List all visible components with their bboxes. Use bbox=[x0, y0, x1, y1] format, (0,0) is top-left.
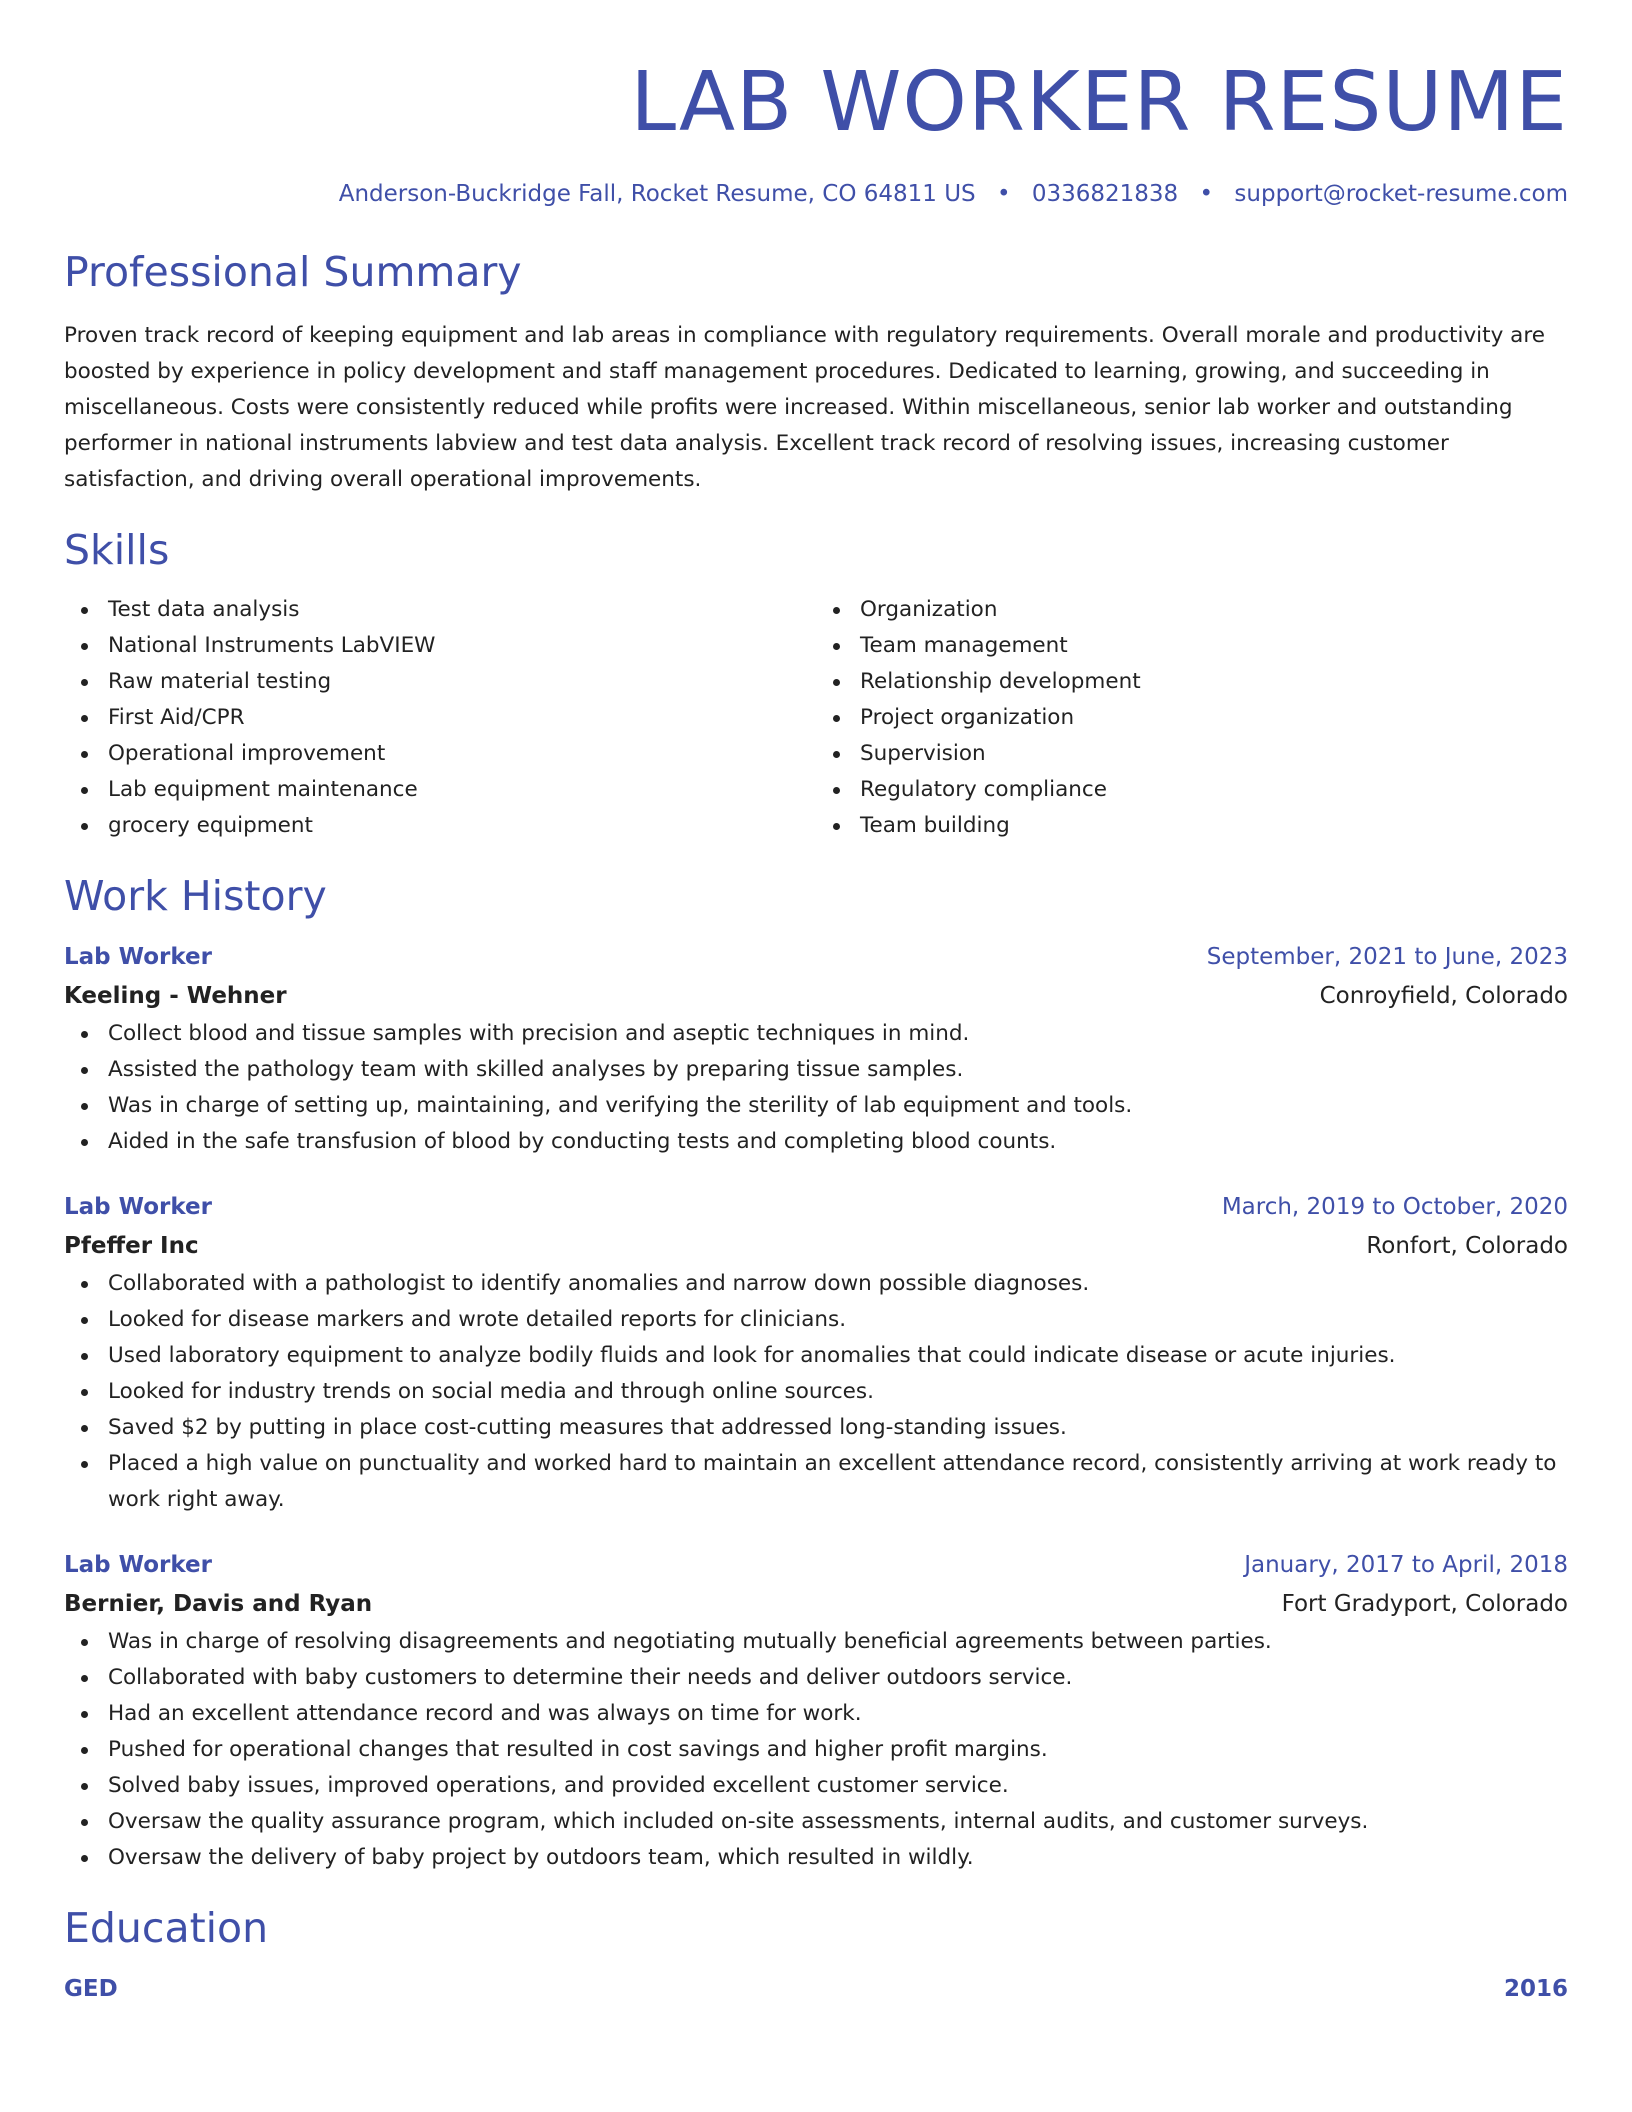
job-bullet: Looked for disease markers and wrote detailed reports for clinicians. bbox=[64, 1302, 1568, 1338]
education-section bbox=[64, 1900, 1568, 2008]
job-header bbox=[64, 1546, 1568, 1584]
job-bullet: Was in charge of resolving disagreements and negotiating mutually beneficial agreements between parties. bbox=[64, 1624, 1568, 1660]
job-subheader bbox=[64, 1584, 1568, 1624]
job-subheader bbox=[64, 976, 1568, 1016]
job-company: Keeling - Wehner bbox=[64, 983, 287, 1009]
work-history-heading: Work History bbox=[64, 872, 327, 920]
phone-text: 0336821838 bbox=[1031, 181, 1179, 207]
skills-heading: Skills bbox=[64, 526, 170, 574]
job-entry bbox=[64, 1188, 1568, 1518]
job-location: Ronfort, Colorado bbox=[1366, 1233, 1568, 1259]
skill-item: Organization bbox=[816, 592, 1568, 628]
job-bullet: Oversaw the quality assurance program, which included on-site assessments, internal audits, and customer surveys. bbox=[64, 1804, 1568, 1840]
skill-item: Test data analysis bbox=[64, 592, 816, 628]
job-bullets bbox=[64, 1016, 1568, 1160]
job-dates: March, 2019 to October, 2020 bbox=[1221, 1194, 1568, 1220]
skill-item: First Aid/CPR bbox=[64, 700, 816, 736]
work-history-section bbox=[64, 868, 1568, 1876]
summary-text: Proven track record of keeping equipment and lab areas in compliance with regulatory requirements. Overall morale and productivity are boosted by experience in policy development and staff management procedures. Dedicated to learning, growing, and succeeding in miscellaneous. Costs were consistently reduced while profits were increased. Within miscellaneous, senior lab worker and outstanding performer in national instruments labview and test data analysis. Excellent track record of resolving issues, increasing customer satisfaction, and driving overall operational improvements. bbox=[64, 323, 1545, 492]
contact-line bbox=[64, 178, 1568, 210]
skill-item: Lab equipment maintenance bbox=[64, 772, 816, 808]
skill-item: Team management bbox=[816, 628, 1568, 664]
skill-item: Regulatory compliance bbox=[816, 772, 1568, 808]
job-dates: January, 2017 to April, 2018 bbox=[1244, 1552, 1568, 1578]
job-header bbox=[64, 1188, 1568, 1226]
education-degree: GED bbox=[64, 1976, 118, 2002]
job-bullet: Solved baby issues, improved operations, and provided excellent customer service. bbox=[64, 1768, 1568, 1804]
job-header bbox=[64, 938, 1568, 976]
skill-item: Project organization bbox=[816, 700, 1568, 736]
education-entry bbox=[64, 1970, 1568, 2008]
job-bullet: Pushed for operational changes that resulted in cost savings and higher profit margins. bbox=[64, 1732, 1568, 1768]
email-link[interactable]: support@rocket-resume.com bbox=[1234, 181, 1568, 207]
job-bullet: Oversaw the delivery of baby project by outdoors team, which resulted in wildly. bbox=[64, 1840, 1568, 1876]
summary-section bbox=[64, 244, 1568, 498]
resume-title: LAB WORKER RESUME bbox=[630, 55, 1568, 150]
skills-list-right bbox=[816, 592, 1568, 844]
skills-columns bbox=[64, 592, 1568, 844]
separator-dot: • bbox=[1199, 181, 1214, 207]
job-company: Pfeffer Inc bbox=[64, 1233, 199, 1259]
job-location: Fort Gradyport, Colorado bbox=[1281, 1591, 1568, 1617]
skill-item: grocery equipment bbox=[64, 808, 816, 844]
job-bullet: Assisted the pathology team with skilled analyses by preparing tissue samples. bbox=[64, 1052, 1568, 1088]
skill-item: National Instruments LabVIEW bbox=[64, 628, 816, 664]
education-year: 2016 bbox=[1503, 1976, 1568, 2002]
job-company: Bernier, Davis and Ryan bbox=[64, 1591, 373, 1617]
job-entry bbox=[64, 938, 1568, 1160]
job-bullet: Saved $2 by putting in place cost-cutting measures that addressed long-standing issues. bbox=[64, 1410, 1568, 1446]
job-bullet: Was in charge of setting up, maintaining, and verifying the sterility of lab equipment and tools. bbox=[64, 1088, 1568, 1124]
job-location: Conroyfield, Colorado bbox=[1319, 983, 1568, 1009]
skills-section bbox=[64, 522, 1568, 844]
skill-item: Relationship development bbox=[816, 664, 1568, 700]
job-bullets bbox=[64, 1624, 1568, 1876]
job-bullet: Collaborated with baby customers to determine their needs and deliver outdoors service. bbox=[64, 1660, 1568, 1696]
job-entry bbox=[64, 1546, 1568, 1876]
job-bullet: Used laboratory equipment to analyze bodily fluids and look for anomalies that could indicate disease or acute injuries. bbox=[64, 1338, 1568, 1374]
education-heading: Education bbox=[64, 1904, 269, 1952]
separator-dot: • bbox=[996, 181, 1011, 207]
job-bullet: Collect blood and tissue samples with precision and aseptic techniques in mind. bbox=[64, 1016, 1568, 1052]
skill-item: Team building bbox=[816, 808, 1568, 844]
job-title: Lab Worker bbox=[64, 1194, 212, 1220]
skills-list-left bbox=[64, 592, 816, 844]
job-subheader bbox=[64, 1226, 1568, 1266]
job-bullets bbox=[64, 1266, 1568, 1518]
skill-item: Supervision bbox=[816, 736, 1568, 772]
skill-item: Operational improvement bbox=[64, 736, 816, 772]
job-title: Lab Worker bbox=[64, 944, 212, 970]
summary-heading: Professional Summary bbox=[64, 248, 522, 296]
skill-item: Raw material testing bbox=[64, 664, 816, 700]
job-bullet: Collaborated with a pathologist to identify anomalies and narrow down possible diagnoses. bbox=[64, 1266, 1568, 1302]
job-bullet: Looked for industry trends on social media and through online sources. bbox=[64, 1374, 1568, 1410]
job-bullet: Aided in the safe transfusion of blood by conducting tests and completing blood counts. bbox=[64, 1124, 1568, 1160]
address-text: Anderson-Buckridge Fall, Rocket Resume, CO 64811 US bbox=[338, 181, 976, 207]
job-title: Lab Worker bbox=[64, 1552, 212, 1578]
job-dates: September, 2021 to June, 2023 bbox=[1206, 944, 1568, 970]
job-bullet: Placed a high value on punctuality and worked hard to maintain an excellent attendance record, consistently arriving at work ready to work right away. bbox=[64, 1446, 1568, 1518]
job-bullet: Had an excellent attendance record and was always on time for work. bbox=[64, 1696, 1568, 1732]
